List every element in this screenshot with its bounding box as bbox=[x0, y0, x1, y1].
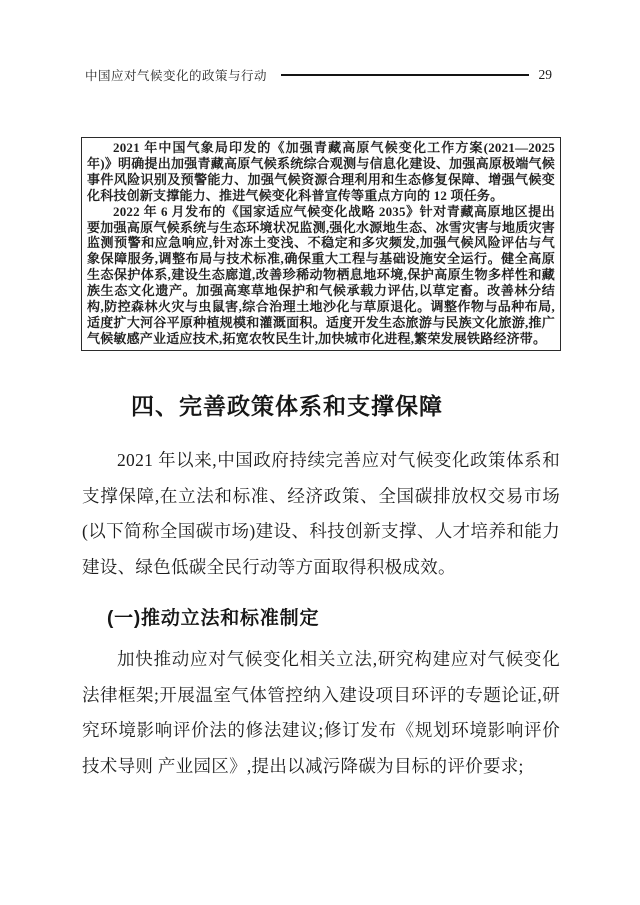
section-heading: 四、完善政策体系和支撑保障 bbox=[131, 394, 443, 419]
highlight-box bbox=[81, 137, 561, 351]
page-header bbox=[85, 66, 552, 84]
highlight-box-paragraph: 2021 年中国气象局印发的《加强青藏高原气候变化工作方案(2021—2025 年)》明确提出加强青藏高原气候系统综合观测与信息化建设、加强高原极端气候事件风险识别及预警能力、加强气候资源合理利用和生态修复保障、增强气候变化科技创新支撑能力、推进气候变化科普宣传等重点方向的 12 项任务。 bbox=[87, 140, 555, 203]
subsection-body-paragraph: 加快推动应对气候变化相关立法,研究构建应对气候变化法律框架;开展温室气体管控纳入建设项目环评的专题论证,研究环境影响评价法的修法建议;修订发布《规划环境影响评价技术导则 产业园区》,提出以减污降碳为目标的评价要求; bbox=[82, 649, 560, 776]
running-head-title: 中国应对气候变化的政策与行动 bbox=[85, 69, 268, 83]
subsection-heading: (一)推动立法和标准制定 bbox=[107, 608, 320, 629]
header-rule bbox=[281, 74, 528, 76]
highlight-box-paragraph: 2022 年 6 月发布的《国家适应气候变化战略 2035》针对青藏高原地区提出要加强高原气候系统与生态环境状况监测,强化水源地生态、冰雪灾害与地质灾害监测预警和应急响应,针对冻土变浅、不稳定和多灾频发,加强气候风险评估与气象保障服务,调整布局与技术标准,确保重大工程与基础设施安全运行。健全高原生态保护体系,建设生态廊道,改善珍稀动物栖息地环境,保护高原生物多样性和藏族生态文化遗产。加强高寒草地保护和气候承载力评估,以草定畜。改善林分结构,防控森林火灾与虫鼠害,综合治理土地沙化与草原退化。调整作物与品种布局,适度扩大河谷平原种植规模和灌溉面积。适度开发生态旅游与民族文化旅游,推广气候敏感产业适应技术,拓宽农牧民生计,加快城市化进程,繁荣发展铁路经济带。 bbox=[87, 203, 555, 346]
section-intro-paragraph: 2021 年以来,中国政府持续完善应对气候变化政策体系和支撑保障,在立法和标准、经济政策、全国碳排放权交易市场(以下简称全国碳市场)建设、科技创新支撑、人才培养和能力建设、绿色低碳全民行动等方面取得积极成效。 bbox=[82, 450, 560, 577]
page-number: 29 bbox=[538, 67, 552, 82]
